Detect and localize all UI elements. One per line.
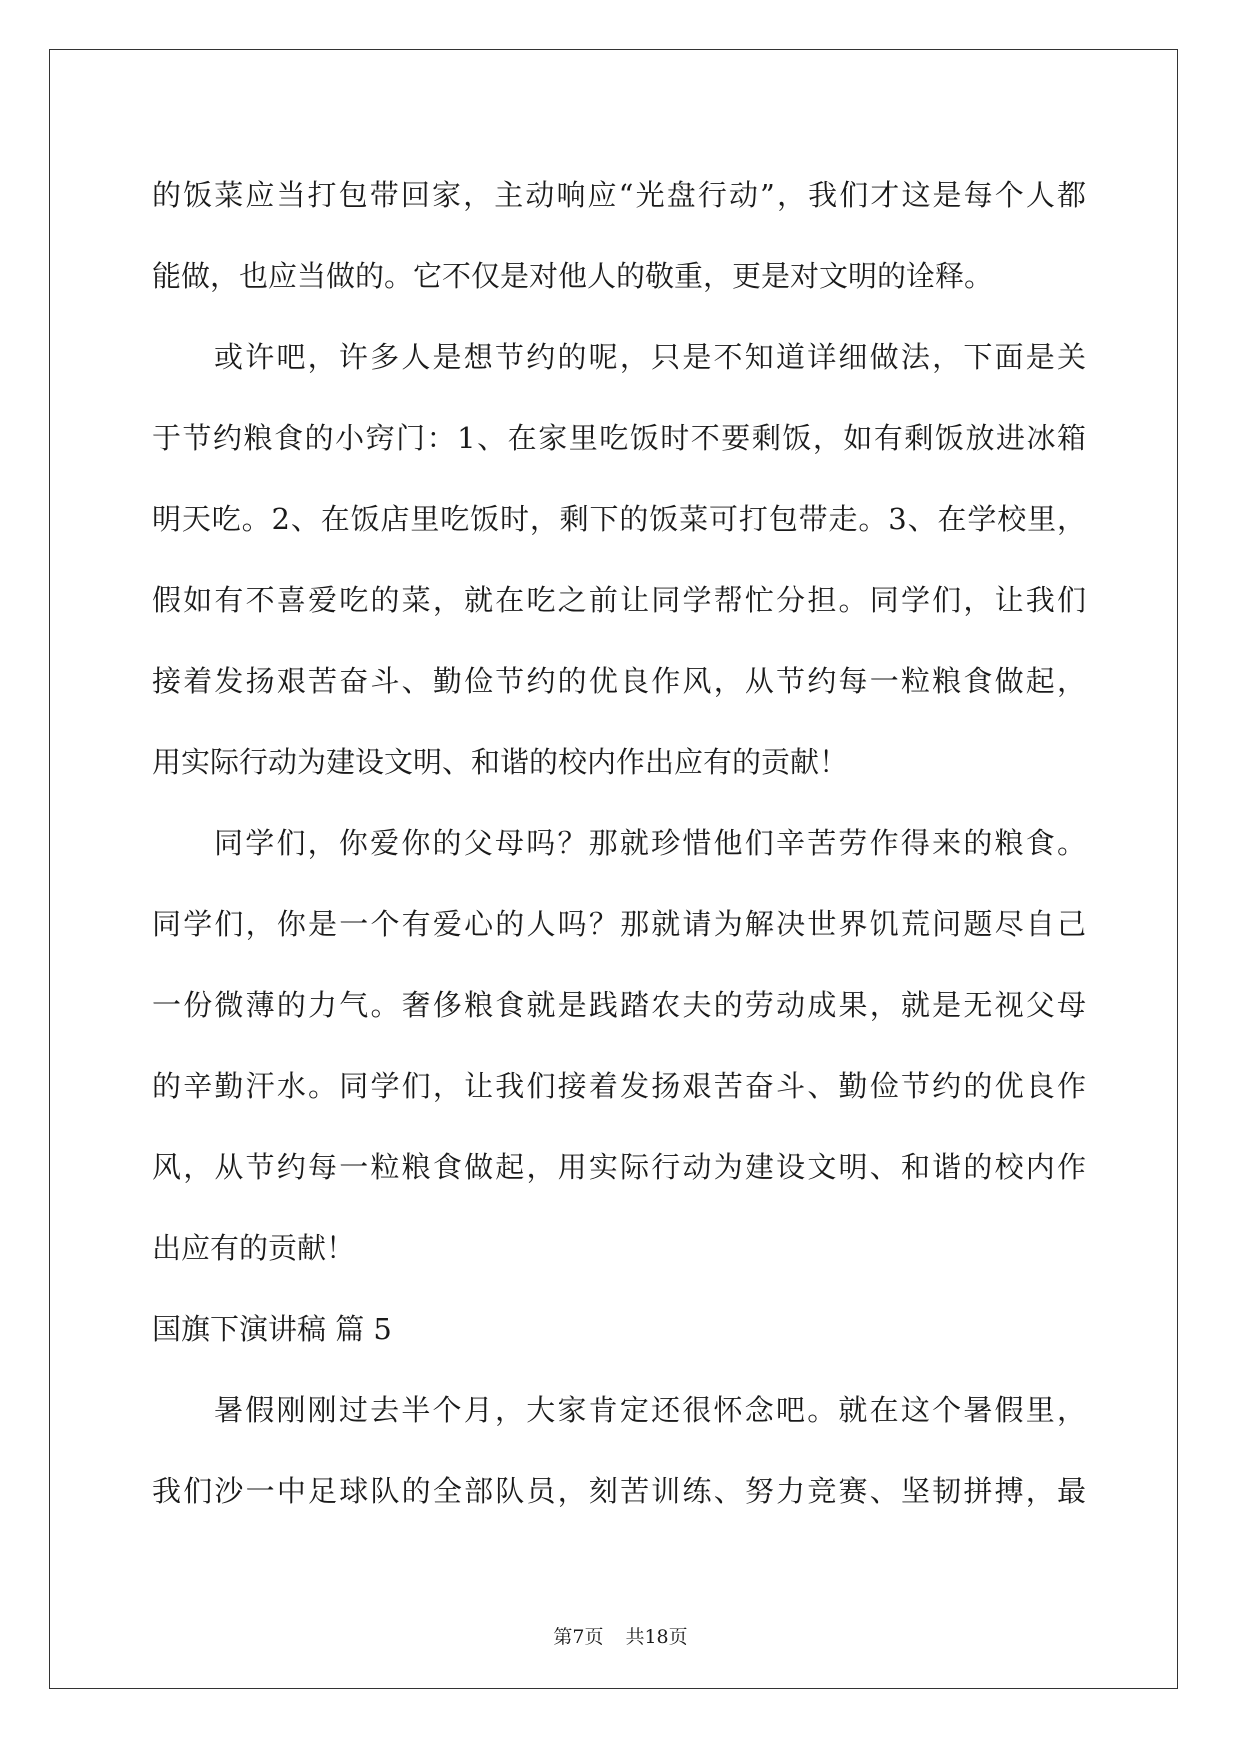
text-line: 假如有不喜爱吃的菜，就在吃之前让同学帮忙分担。同学们，让我们 [152,583,1086,617]
text-line: 暑假刚刚过去半个月，大家肯定还很怀念吧。就在这个暑假里， [214,1393,1086,1427]
document-body [152,155,1086,1532]
page-total: 共18页 [625,1626,688,1648]
text-line: 我们沙一中足球队的全部队员，刻苦训练、努力竞赛、坚韧拼搏，最 [152,1474,1086,1508]
text-line: 的辛勤汗水。同学们，让我们接着发扬艰苦奋斗、勤俭节约的优良作 [152,1069,1086,1103]
text-line: 能做，也应当做的。它不仅是对他人的敬重，更是对文明的诠释。 [152,259,994,293]
paragraph-3 [152,803,1086,1289]
text-line: 用实际行动为建设文明、和谐的校内作出应有的贡献！ [152,745,849,779]
text-line: 或许吧，许多人是想节约的呢，只是不知道详细做法，下面是关 [214,340,1086,374]
page-number: 第7页 [553,1626,604,1648]
text-line: 的饭菜应当打包带回家，主动响应“光盘行动”，我们才这是每个人都 [152,178,1086,212]
text-line: 一份微薄的力气。奢侈粮食就是践踏农夫的劳动成果，就是无视父母 [152,988,1086,1022]
text-line: 同学们，你是一个有爱心的人吗？那就请为解决世界饥荒问题尽自己 [152,907,1086,941]
text-line: 接着发扬艰苦奋斗、勤俭节约的优良作风，从节约每一粒粮食做起， [152,664,1086,698]
page-footer [0,1622,1241,1649]
section-heading: 国旗下演讲稿 篇 5 [152,1312,392,1346]
text-line: 出应有的贡献！ [152,1231,356,1265]
section-paragraph [152,1370,1086,1532]
text-line: 于节约粮食的小窍门：1、在家里吃饭时不要剩饭，如有剩饭放进冰箱 [152,421,1086,455]
text-line: 风，从节约每一粒粮食做起，用实际行动为建设文明、和谐的校内作 [152,1150,1086,1184]
text-line: 同学们，你爱你的父母吗？那就珍惜他们辛苦劳作得来的粮食。 [214,826,1086,860]
paragraph-2 [152,317,1086,803]
paragraph-1 [152,155,1086,317]
text-line: 明天吃。2、在饭店里吃饭时，剩下的饭菜可打包带走。3、在学校里， [152,502,1086,536]
